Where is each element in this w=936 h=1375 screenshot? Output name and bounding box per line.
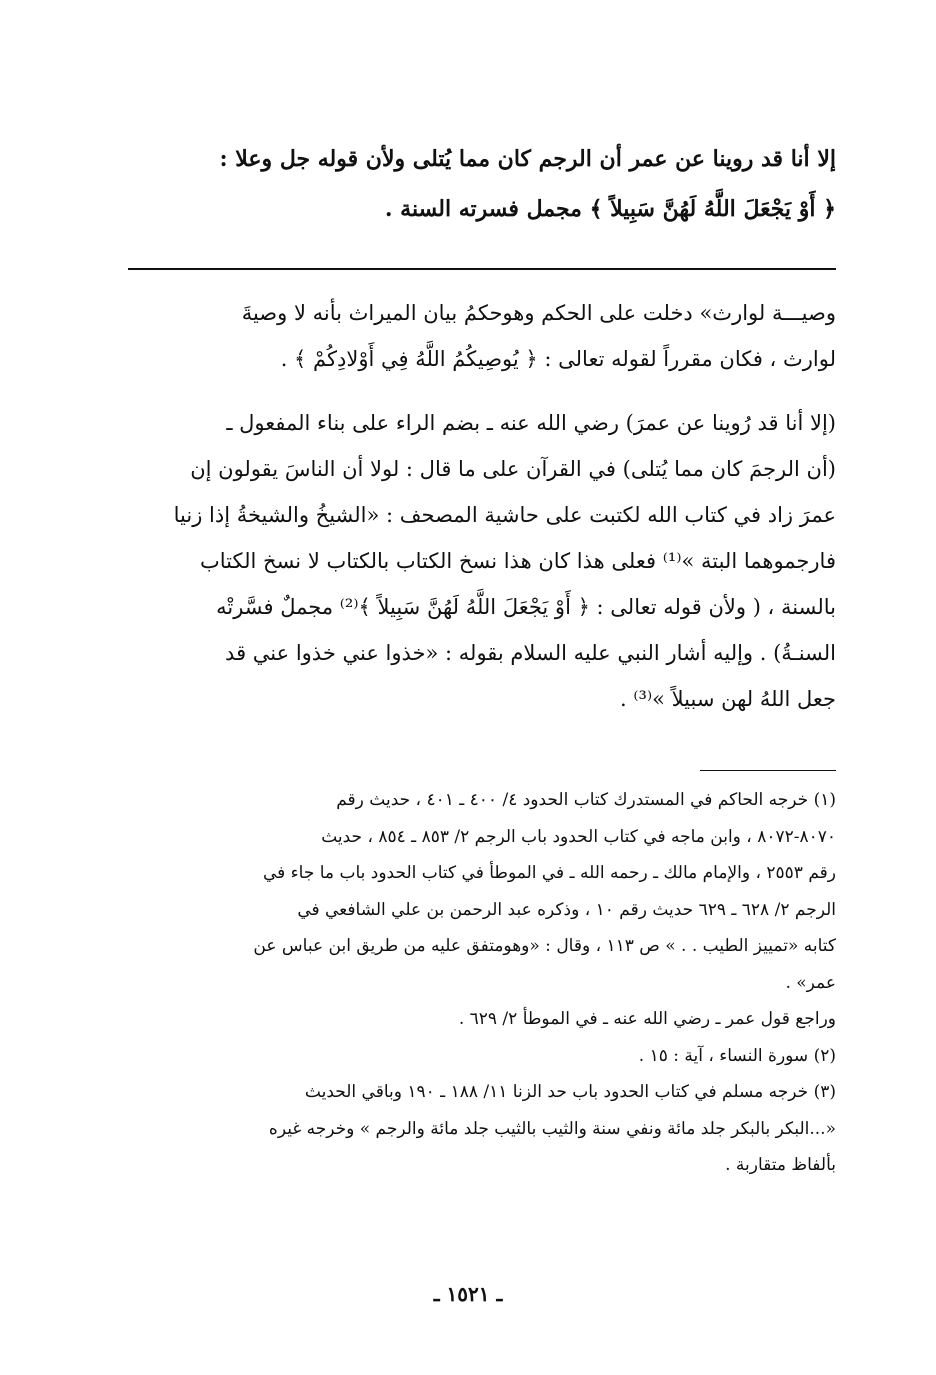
footnote-line: (١) خرجه الحاكم في المستدرك كتاب الحدود ٤/ ٤٠٠ ـ ٤٠١ ، حديث رقم [336,790,836,810]
matn-line: ﴿ أَوْ يَجْعَلَ اللَّهُ لَهُنَّ سَبِيلاً ﴾ مجمل فسرته السنة . [384,196,836,222]
paragraph-gap [128,382,836,400]
footnote-line: عمر» . [785,972,836,993]
matn-separator-rule [128,268,836,270]
footnote-line: ٨٠٧٠-٨٠٧٢ ، وابن ماجه في كتاب الحدود باب الرجم ٢/ ٨٥٣ ـ ٨٥٤ ، حديث [321,826,836,847]
footnote-line: رقم ٢٥٥٣ ، والإمام مالك ـ رحمه الله ـ في الموطأ في كتاب الحدود باب ما جاء في [262,863,836,883]
footnote-line: «...البكر بالبكر جلد مائة ونفي سنة والثيب بالثيب جلد مائة والرجم » وخرجه غيره [268,1118,836,1139]
footnotes [128,782,836,1184]
footnote-line: الرجم ٢/ ٦٢٨ ـ ٦٢٩ حديث رقم ١٠ ، وذكره عبد الرحمن بن علي الشافعي في [297,899,836,920]
matn-line: إلا أنا قد روينا عن عمر أن الرجم كان مما يُتلى ولأن قوله جل وعلا : [219,146,836,172]
sharh-text [128,290,836,722]
sharh-line: السنـةُ) . وإليه أشار النبي عليه السلام بقوله : «خذوا عني خذوا عني قد [225,641,836,665]
footnote-line: (٢) سورة النساء ، آية : ١٥ . [638,1045,836,1066]
footnote-line: وراجع قول عمر ـ رضي الله عنه ـ في الموطأ ٢/ ٦٢٩ . [458,1009,836,1029]
sharh-line: فارجموهما البتة »⁽¹⁾ فعلى هذا كان هذا نسخ الكتاب بالكتاب لا نسخ الكتاب [200,549,836,573]
sharh-line: عمرَ زاد في كتاب الله لكتبت على حاشية المصحف : «الشيخُ والشيخةُ إذا زنيا [173,503,836,527]
sharh-line: (إلا أنا قد رُوينا عن عمرَ) رضي الله عنه ـ بضم الراء على بناء المفعول ـ [226,411,836,435]
page-number: ـ ١٥٢١ ـ [433,1282,503,1306]
footnote-line: كتابه «تمييز الطيب . . » ص ١١٣ ، وقال : «وهومتفق عليه من طريق ابن عباس عن [253,936,836,956]
sharh-line: لوارث ، فكان مقرراً لقوله تعالى : ﴿ يُوصِيكُمُ اللَّهُ فِي أَوْلادِكُمْ ﴾ . [280,347,836,371]
sharh-line: جعل اللهُ لهن سبيلاً »⁽³⁾ . [620,687,836,711]
footnote-line: بألفاظ متقاربة . [725,1155,836,1175]
sharh-line: وصيـــة لوارث» دخلت على الحكم وهوحكمُ بيان الميراث بأنه لا وصيةَ [241,301,836,325]
matn-text [128,134,836,234]
sharh-line: (أن الرجمَ كان مما يُتلى) في القرآن على ما قال : لولا أن الناسَ يقولون إن [190,457,836,481]
sharh-line: بالسنة ، ( ولأن قوله تعالى : ﴿ أَوْ يَجْعَلَ اللَّهُ لَهُنَّ سَبِيلاً ﴾⁽²⁾ مجملٌ فسَّرتْه [216,595,836,619]
footnote-line: (٣) خرجه مسلم في كتاب الحدود باب حد الزنا ١١/ ١٨٨ ـ ١٩٠ وباقي الحديث [304,1082,836,1102]
footnote-separator-rule [700,770,836,771]
